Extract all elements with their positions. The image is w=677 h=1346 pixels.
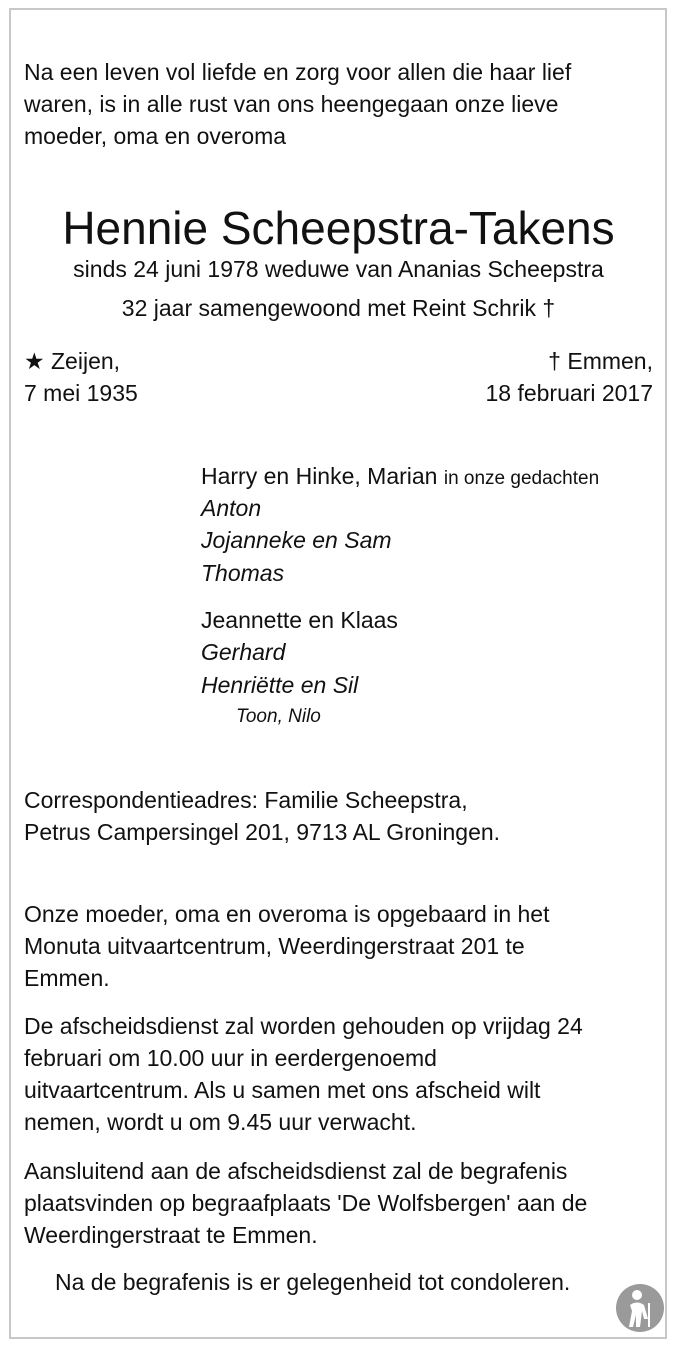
funeral-p2-line: De afscheidsdienst zal worden gehouden op vrijdag 24	[24, 1013, 583, 1039]
correspondence-line-1: Correspondentieadres: Familie Scheepstra,	[24, 787, 468, 813]
family-child: Jojanneke en Sam	[201, 527, 392, 553]
family-group-2-parents: Jeannette en Klaas	[201, 607, 398, 633]
family-group-1-names: Harry en Hinke, Marian	[201, 463, 438, 489]
correspondence-line-2: Petrus Campersingel 201, 9713 AL Groningen.	[24, 819, 501, 845]
birth-place: ★ Zeijen,	[24, 348, 121, 374]
funeral-p3-line: Aansluitend aan de afscheidsdienst zal de begrafenis	[24, 1158, 568, 1184]
partner-line: 32 jaar samengewoond met Reint Schrik †	[121, 295, 556, 321]
intro-line-2: waren, is in alle rust van ons heengegaan onze lieve	[24, 91, 559, 117]
family-child: Gerhard	[201, 639, 286, 665]
deceased-name: Hennie Scheepstra-Takens	[62, 202, 615, 254]
funeral-p3-line: plaatsvinden op begraafplaats 'De Wolfsbergen' aan de	[24, 1190, 588, 1216]
birth-date: 7 mei 1935	[24, 380, 138, 406]
intro-line-3: moeder, oma en overoma	[24, 123, 287, 149]
death-place: † Emmen,	[548, 348, 653, 374]
family-group-1-parents	[201, 460, 599, 495]
mourning-figure-icon	[615, 1283, 665, 1333]
death-date: 18 februari 2017	[485, 380, 653, 406]
family-child: Anton	[201, 495, 262, 521]
family-child: Thomas	[201, 560, 285, 586]
widow-line: sinds 24 juni 1978 weduwe van Ananias Scheepstra	[73, 256, 604, 282]
memory-note: in onze gedachten	[443, 468, 600, 489]
intro-line-1: Na een leven vol liefde en zorg voor allen die haar lief	[24, 59, 572, 85]
funeral-p2-line: februari om 10.00 uur in eerdergenoemd	[24, 1045, 437, 1071]
family-grandchildren: Toon, Nilo	[236, 706, 321, 727]
funeral-p1-line: Onze moeder, oma en overoma is opgebaard in het	[24, 901, 550, 927]
funeral-p1-line: Monuta uitvaartcentrum, Weerdingerstraat 201 te	[24, 933, 525, 959]
funeral-p3-line: Weerdingerstraat te Emmen.	[24, 1222, 318, 1248]
funeral-p2-line: uitvaartcentrum. Als u samen met ons afscheid wilt	[24, 1077, 541, 1103]
funeral-p1-line: Emmen.	[24, 965, 110, 991]
family-child: Henriëtte en Sil	[201, 672, 359, 698]
funeral-p2-line: nemen, wordt u om 9.45 uur verwacht.	[24, 1109, 417, 1135]
closing-line: Na de begrafenis is er gelegenheid tot condoleren.	[55, 1269, 571, 1295]
